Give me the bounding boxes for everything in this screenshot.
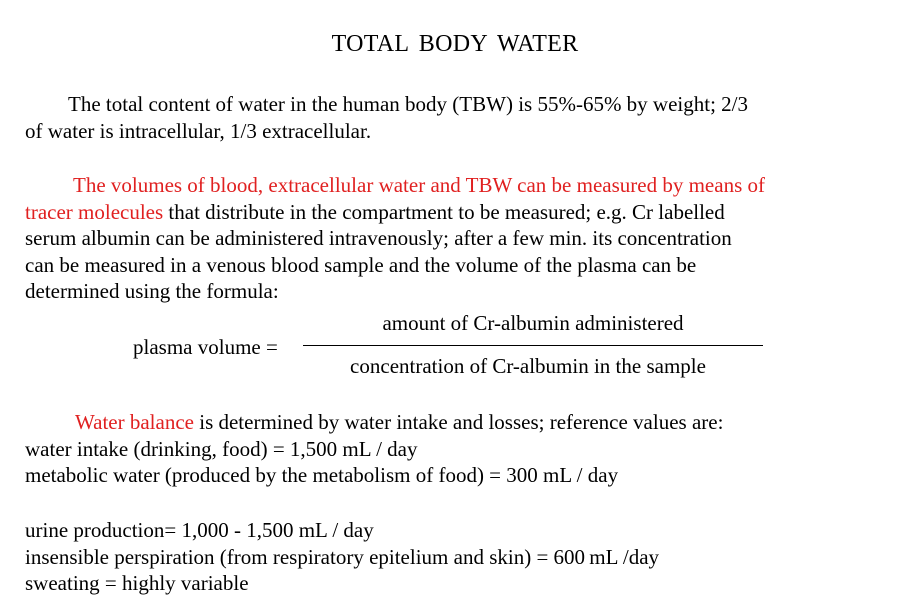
paragraph-water-balance	[25, 409, 895, 489]
formula-numerator: amount of Cr-albumin administered	[382, 311, 684, 335]
paragraph-line: can be measured in a venous blood sample and the volume of the plasma can be	[25, 252, 697, 277]
paragraph-line: water intake (drinking, food) = 1,500 mL / day	[25, 436, 418, 461]
paragraph-line: serum albumin can be administered intravenously; after a few min. its concentration	[25, 226, 732, 250]
paragraph-line: insensible perspiration (from respiratory epitelium and skin) = 600 mL /day	[25, 544, 660, 569]
fraction-bar	[303, 345, 763, 346]
paragraph-line: urine production= 1,000 - 1,500 mL / day	[25, 518, 374, 542]
paragraph-line: of water is intracellular, 1/3 extracellular.	[25, 118, 372, 143]
highlighted-text: Water balance	[75, 410, 194, 434]
highlighted-text: tracer molecules	[25, 199, 164, 224]
paragraph-water-losses	[25, 517, 895, 597]
paragraph-line: sweating = highly variable	[25, 571, 249, 595]
paragraph-line: The total content of water in the human body (TBW) is 55%-65% by weight; 2/3	[68, 92, 749, 116]
paragraph-line: metabolic water (produced by the metabolism of food) = 300 mL / day	[25, 463, 619, 487]
paragraph-line	[25, 409, 895, 436]
paragraph-text: that distribute in the compartment to be measured; e.g. Cr labelled	[163, 199, 725, 224]
paragraph-tbw-content	[25, 91, 895, 144]
formula-label: plasma volume =	[133, 335, 278, 359]
paragraph-line	[25, 199, 895, 226]
paragraph-tracer-measurement	[25, 172, 895, 305]
formula-denominator: concentration of Cr-albumin in the sample	[350, 354, 706, 378]
highlighted-text: The volumes of blood, extracellular water and TBW can be measured by means of	[73, 173, 765, 197]
page-title: TOTAL BODY WATER	[331, 31, 579, 57]
paragraph-line: determined using the formula:	[25, 279, 279, 303]
paragraph-text: is determined by water intake and losses; reference values are:	[193, 410, 724, 434]
